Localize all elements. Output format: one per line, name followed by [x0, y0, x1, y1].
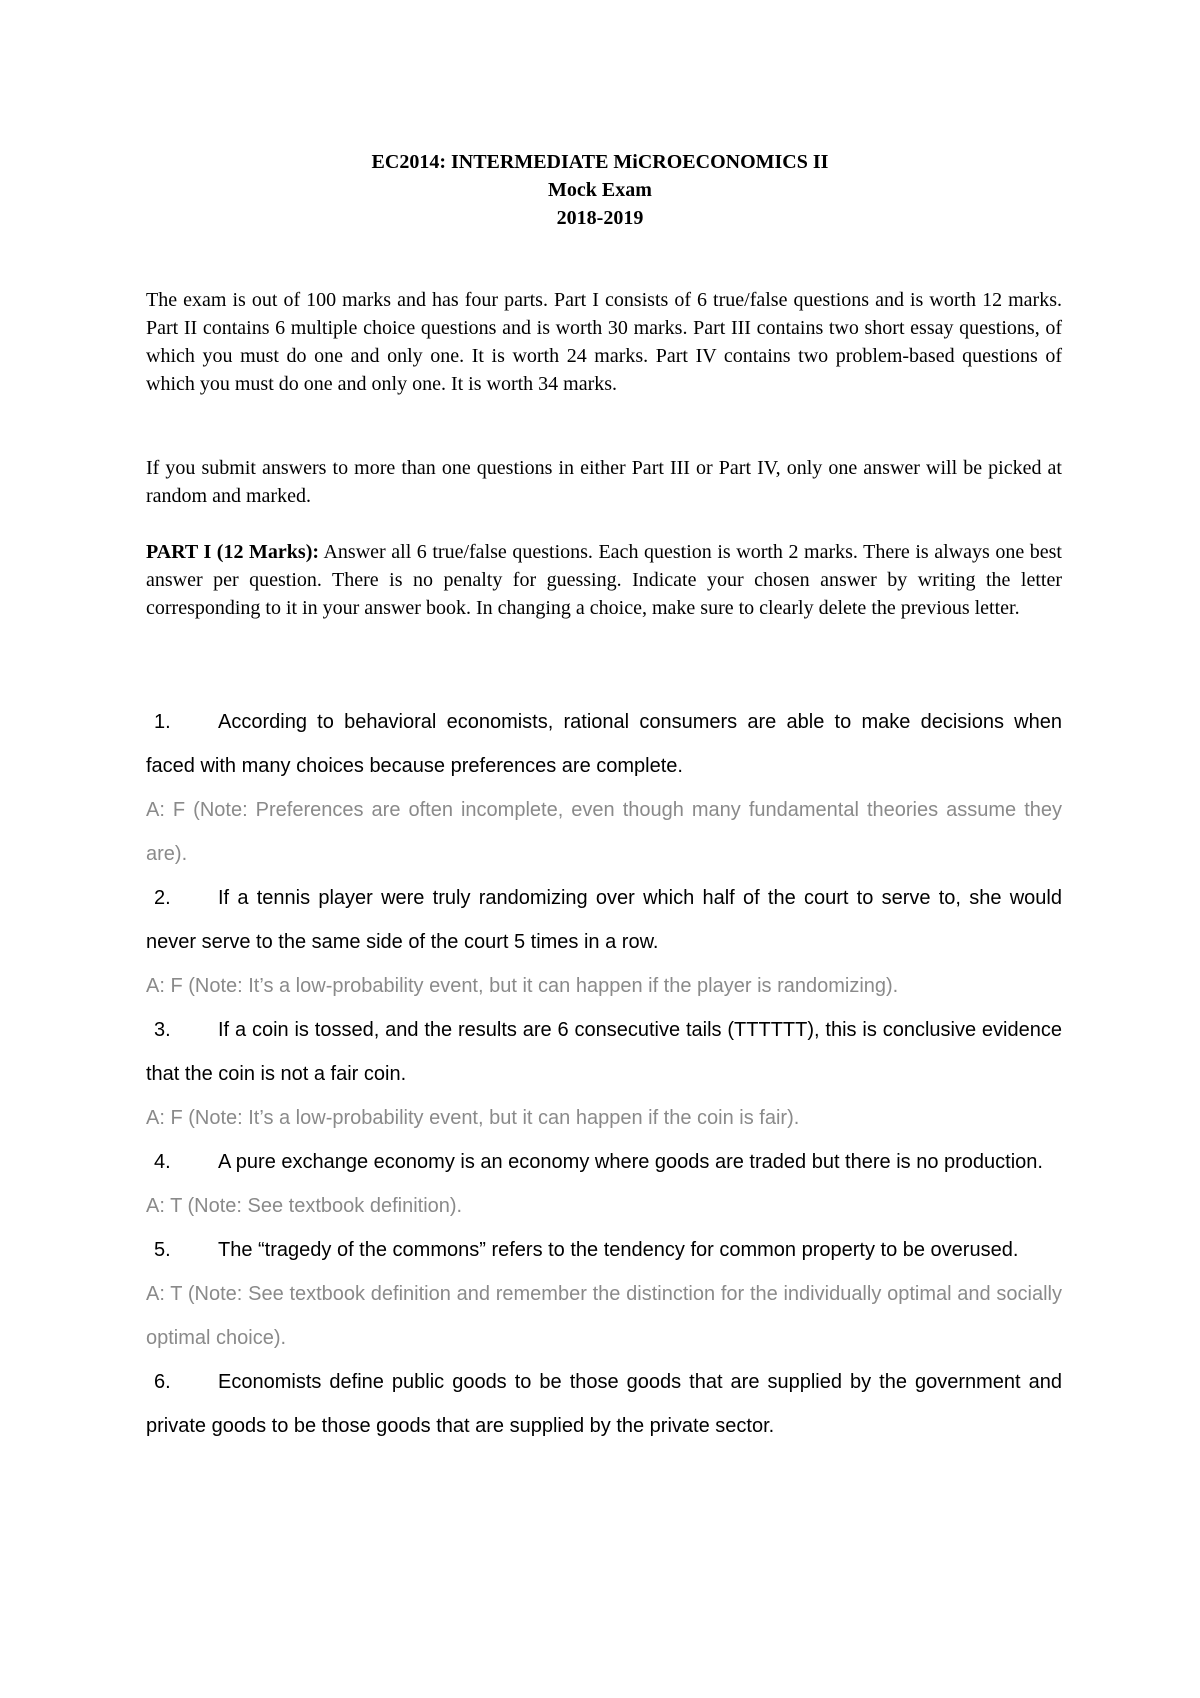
question-2 — [146, 876, 1062, 964]
question-number: 1. — [154, 711, 171, 733]
answer-3: A: F (Note: It’s a low-probability event, but it can happen if the coin is fair). — [146, 1107, 800, 1129]
part1-instructions-text: Answer all 6 true/false questions. Each question is worth 2 marks. There is always one best answer per question. There is no penalty for guessing. Indicate your chosen answer by writing the letter corresponding to it in your answer book. In changing a choice, make sure to clearly delete the previous letter. — [146, 541, 1062, 619]
question-4 — [146, 1140, 1062, 1184]
question-text: Economists define public goods to be those goods that are supplied by the government and private goods to be those goods that are supplied by the private sector. — [146, 1371, 1062, 1437]
question-number: 2. — [154, 887, 171, 909]
question-text: A pure exchange economy is an economy where goods are traded but there is no production. — [218, 1151, 1043, 1173]
question-text: According to behavioral economists, rational consumers are able to make decisions when faced with many choices because preferences are complete. — [146, 711, 1062, 777]
part1-instructions — [146, 538, 1062, 622]
question-number: 5. — [154, 1239, 171, 1261]
answer-5: A: T (Note: See textbook definition and remember the distinction for the individually optimal and socially optimal choice). — [146, 1283, 1062, 1349]
exam-title: EC2014: INTERMEDIATE MiCROECONOMICS II — [371, 151, 829, 173]
submission-note: If you submit answers to more than one questions in either Part III or Part IV, only one answer will be picked at random and marked. — [146, 457, 1062, 507]
question-number: 3. — [154, 1019, 171, 1041]
answer-4: A: T (Note: See textbook definition). — [146, 1195, 463, 1217]
answer-1: A: F (Note: Preferences are often incomplete, even though many fundamental theories assume they are). — [146, 799, 1062, 865]
question-text: The “tragedy of the commons” refers to the tendency for common property to be overused. — [218, 1239, 1019, 1261]
question-5 — [146, 1228, 1062, 1272]
part1-heading: PART I (12 Marks): — [146, 541, 320, 563]
question-number: 6. — [154, 1371, 171, 1393]
exam-subtitle: Mock Exam — [548, 179, 652, 201]
question-1 — [146, 700, 1062, 788]
exam-year: 2018-2019 — [556, 207, 644, 229]
question-text: If a tennis player were truly randomizing over which half of the court to serve to, she would never serve to the same side of the court 5 times in a row. — [146, 887, 1062, 953]
question-6 — [146, 1360, 1062, 1448]
intro-paragraph: The exam is out of 100 marks and has four parts. Part I consists of 6 true/false questions and is worth 12 marks. Part II contains 6 multiple choice questions and is worth 30 marks. Part III contains two short essay questions, of which you must do one and only one. It is worth 24 marks. Part IV contains two problem-based questions of which you must do one and only one. It is worth 34 marks. — [146, 289, 1062, 395]
question-list — [146, 700, 1062, 1448]
question-number: 4. — [154, 1151, 171, 1173]
exam-header — [0, 148, 1200, 232]
question-3 — [146, 1008, 1062, 1096]
answer-2: A: F (Note: It’s a low-probability event, but it can happen if the player is randomizing). — [146, 975, 899, 997]
question-text: If a coin is tossed, and the results are 6 consecutive tails (TTTTTT), this is conclusive evidence that the coin is not a fair coin. — [146, 1019, 1062, 1085]
